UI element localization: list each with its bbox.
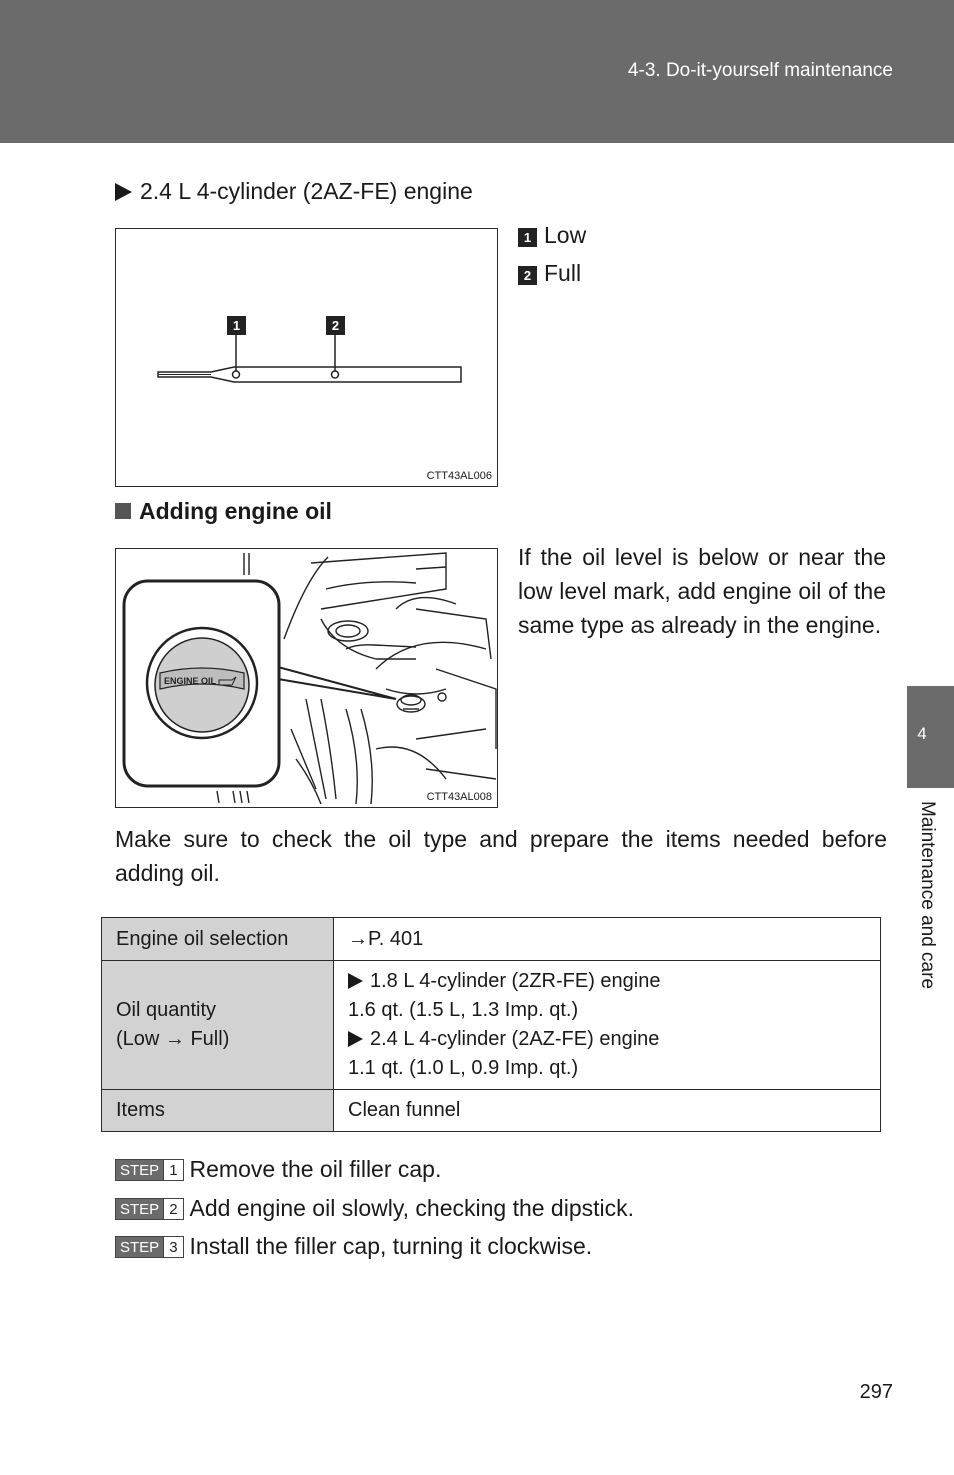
engine-option-1 [348,967,866,996]
legend-label-low: Low [544,222,587,248]
step-text: Install the filler cap, turning it clockwise. [189,1233,593,1259]
step-1 [115,1156,441,1183]
engine-bay-illustration [116,549,498,808]
engine-bay-figure [115,548,498,808]
adding-oil-title [115,498,332,525]
step-3 [115,1233,592,1260]
triangle-bullet-icon [348,973,363,989]
table-cell-label: Engine oil selection [102,918,334,961]
legend-label-full: Full [544,260,582,286]
engine-option-1-quantity: 1.6 qt. (1.5 L, 1.3 Imp. qt.) [348,999,579,1021]
step-number: 2 [163,1199,182,1219]
triangle-bullet-icon [348,1031,363,1047]
section-title-header: 4-3. Do-it-yourself maintenance [627,60,893,81]
figure-callout-1: 1 [232,318,241,333]
adding-oil-instructions: If the oil level is below or near the low level mark, add engine oil of the same type as already in the engine. [518,544,886,638]
dipstick-figure [115,228,498,487]
table-row [102,1090,881,1132]
square-bullet-icon [115,503,131,519]
table-cell-label: Items [102,1090,334,1132]
legend-number-1: 1 [518,228,537,247]
triangle-bullet-icon [115,183,132,201]
engine-heading-text: 2.4 L 4-cylinder (2AZ-FE) engine [140,178,473,204]
step-tag: STEP [116,1199,163,1219]
legend-item-full [518,260,581,287]
oil-info-table [101,917,881,1132]
oil-quantity-label: Oil quantity [116,999,217,1021]
legend-number-2: 2 [518,266,537,285]
dipstick-illustration [116,229,498,487]
engine-option-1-text: 1.8 L 4-cylinder (2ZR-FE) engine [370,970,661,992]
step-badge [115,1236,184,1258]
chapter-number: 4 [917,724,927,743]
cap-label: ENGINE OIL [163,676,217,686]
table-cell-value: →P. 401 [334,918,881,961]
step-text: Add engine oil slowly, checking the dipstick. [189,1195,635,1221]
step-text: Remove the oil filler cap. [189,1156,442,1182]
table-cell-value: Clean funnel [334,1090,881,1132]
page-header [0,0,954,143]
engine-option-2-quantity: 1.1 qt. (1.0 L, 0.9 Imp. qt.) [348,1057,579,1079]
table-row [102,918,881,961]
step-number: 3 [163,1237,182,1257]
step-badge [115,1198,184,1220]
step-tag: STEP [116,1237,163,1257]
step-tag: STEP [116,1160,163,1180]
step-2 [115,1195,634,1222]
step-badge [115,1159,184,1181]
engine-option-2 [348,1025,866,1054]
table-cell-value [334,961,881,1090]
table-row [102,961,881,1090]
figure-code-engine-bay: CTT43AL008 [426,791,492,803]
engine-option-2-text: 2.4 L 4-cylinder (2AZ-FE) engine [370,1028,660,1050]
engine-heading [115,178,473,205]
figure-callout-2: 2 [331,318,340,333]
chapter-tab [907,686,954,788]
chapter-title: Maintenance and care [917,801,938,990]
check-oil-note: Make sure to check the oil type and prepare the items needed before adding oil. [115,826,887,886]
table-cell-label [102,961,334,1090]
figure-code: CTT43AL006 [426,470,492,482]
step-number: 1 [163,1160,182,1180]
page-number: 297 [859,1381,893,1403]
adding-oil-title-text: Adding engine oil [139,498,332,524]
oil-quantity-range: (Low → Full) [116,1028,230,1050]
legend-item-low [518,222,586,249]
